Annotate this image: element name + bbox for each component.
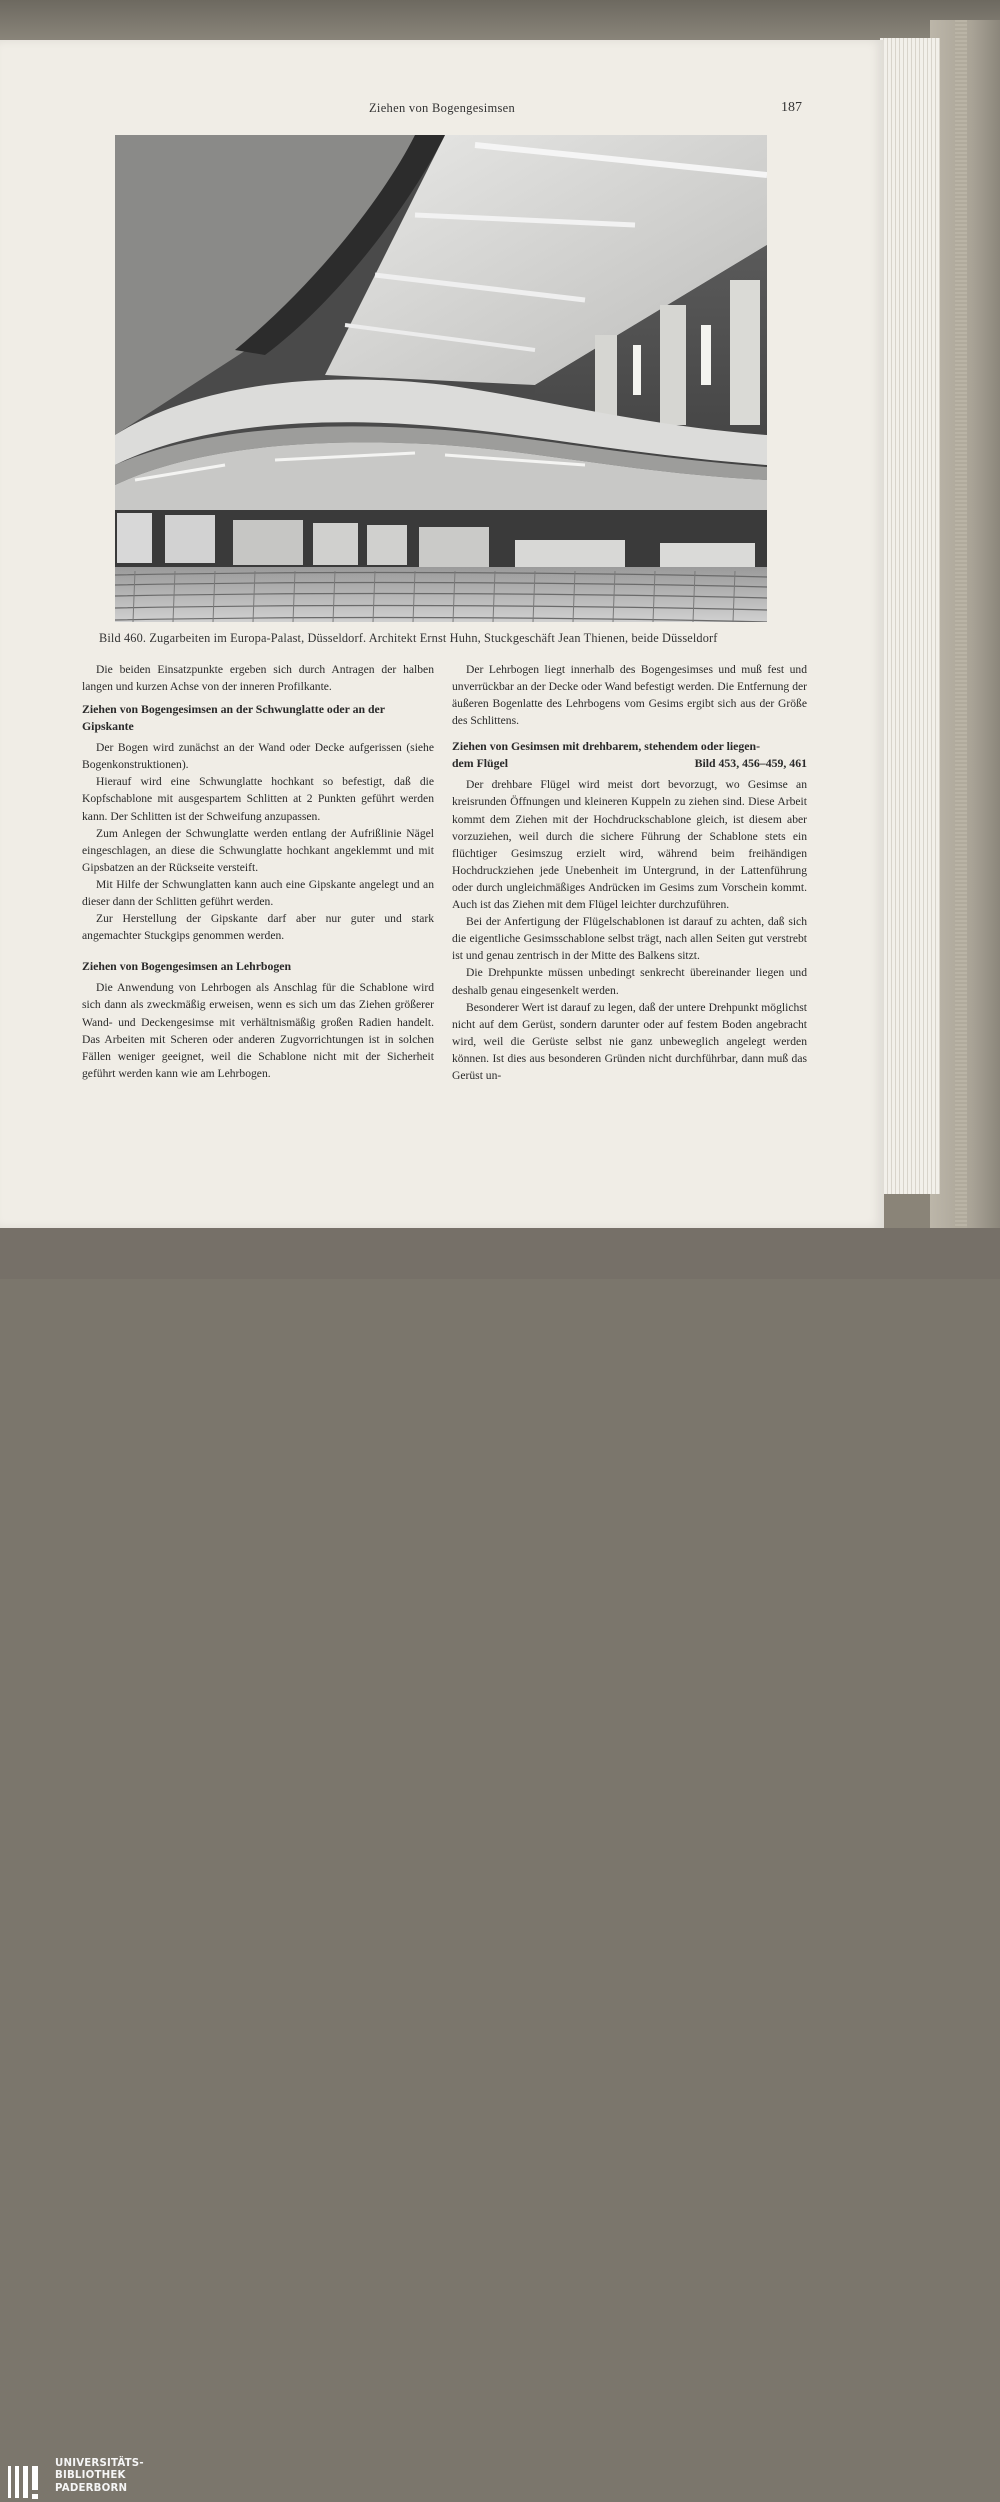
book-scan: [0, 0, 1000, 1228]
paragraph: Der Bogen wird zunächst an der Wand oder Decke aufgerissen (siehe Bogenkonstruktionen).: [82, 741, 434, 772]
paragraph: Zur Herstellung der Gipskante darf aber nur guter und stark angemachter Stuckgips genommen werden.: [82, 912, 434, 943]
book-cover-edge: [0, 0, 1000, 42]
logo-line: BIBLIOTHEK: [55, 2470, 126, 2482]
paragraph: Besonderer Wert ist darauf zu legen, daß der untere Drehpunkt möglichst nicht auf dem Gerüst, sondern darunter oder auf festem Boden angebracht wird, weil die Gerüste selbst nie ganz unbeweglich angelegt werden können. Ist dies aus besonderen Gründen nicht durchführbar, dann muß das Gerüst un-: [452, 1000, 807, 1082]
paragraph: Die Drehpunkte müssen unbedingt senkrecht übereinander liegen und deshalb genau eingesenkelt werden.: [452, 966, 807, 997]
section-heading: Ziehen von Bogengesimsen an Lehrbogen: [82, 959, 292, 974]
section-heading-end: dem Flügel: [452, 756, 509, 771]
section-heading: Ziehen von Gesimsen mit drehbarem, stehendem oder liegen-: [452, 739, 761, 754]
text-column-left: [82, 661, 434, 1082]
paragraph: Die Anwendung von Lehrbogen als Anschlag für die Schablone wird sich dann als zweckmäßig erweisen, wenn es sich um das Ziehen größerer Wand- und Deckengesimse mit verhältnismäßig großen Radien handelt. Das Arbeiten mit Scheren oder anderen Zugvorrichtungen ist in solchen Fällen weniger geeignet, weil die Schablone nicht mit der Sicherheit geführt werden kann wie am Lehrbogen.: [82, 981, 434, 1080]
section-heading-line2: [452, 755, 807, 772]
text-column-right: [452, 661, 807, 1084]
running-head: Ziehen von Bogengesimsen: [369, 101, 516, 115]
paragraph: Der Lehrbogen liegt innerhalb des Bogengesimses und muß fest und unverrückbar an der Decke oder Wand befestigt werden. Die Entfernung der äußeren Bogenlatte des Lehrbogens vom Gesims ergibt sich aus der Größe des Schlittens.: [452, 663, 807, 728]
paragraph: Bei der Anfertigung der Flügelschablonen ist darauf zu achten, daß sich die eigentliche Gesimsschablone selbst trägt, nach allen Seiten gut verstrebt ist und genau zentrisch in der Mitte des Balkens sitzt.: [452, 915, 807, 963]
logo-line: UNIVERSITÄTS-: [55, 2458, 144, 2469]
paragraph: Der drehbare Flügel wird meist dort bevorzugt, wo Gesimse an kreisrunden Öffnungen und kleineren Kuppeln zu ziehen sind. Diese Arbeit kommt dem Ziehen mit der Hochdruckschablone gleich, ist diesem aber vorzuziehen, weil durch die sichere Führung der Schablone stets ein flüchtiger Gesimszug erzielt wird, während beim freihändigen Hochdruckziehen jede Unebenheit im Untergrund, in der Lattenführung oder durch ungleichmäßiges Andrücken im Gesims zum Vorschein kommt. Auch ist das Ziehen mit dem Flügel leichter durchzuführen.: [452, 778, 807, 912]
paragraph: Die beiden Einsatzpunkte ergeben sich durch Antragen der halben langen und kurzen Achse von der inneren Profilkante.: [82, 663, 434, 694]
page-number: 187: [781, 100, 802, 115]
library-logo-icon: [8, 2462, 48, 2502]
theater-photograph: [115, 135, 767, 622]
page-edges: [880, 38, 940, 1194]
paragraph: Hierauf wird eine Schwunglatte hochkant so befestigt, daß die Kopfschablone mit ausgespartem Schlitten at 2 Punkten geführt werden kann. Der Schlitten ist der Schweifung anzupassen.: [82, 775, 434, 823]
library-footer: [0, 1228, 1000, 2494]
logo-line: PADERBORN: [55, 2482, 128, 2494]
binding-cloth: [955, 20, 967, 1228]
library-logo-text: [55, 2458, 144, 2495]
figure-caption: Bild 460. Zugarbeiten im Europa-Palast, Düsseldorf. Architekt Ernst Huhn, Stuckgeschäft Jean Thienen, beide Düsseldorf: [99, 631, 718, 645]
paragraph: Mit Hilfe der Schwunglatten kann auch eine Gipskante angelegt und an dieser dann der Schlitten geführt werden.: [82, 877, 434, 909]
auditorium-image: [115, 135, 767, 622]
figure-reference: Bild 453, 456–459, 461: [694, 756, 807, 771]
paragraph: Zum Anlegen der Schwunglatte werden entlang der Aufrißlinie Nägel eingeschlagen, an diese die Schwunglatte hochkant angeklemmt und mit Gipsbatzen an der Rückseite versteift.: [82, 826, 434, 874]
section-heading: Ziehen von Bogengesimsen an der Schwunglatte oder an der Gipskante: [82, 702, 385, 734]
